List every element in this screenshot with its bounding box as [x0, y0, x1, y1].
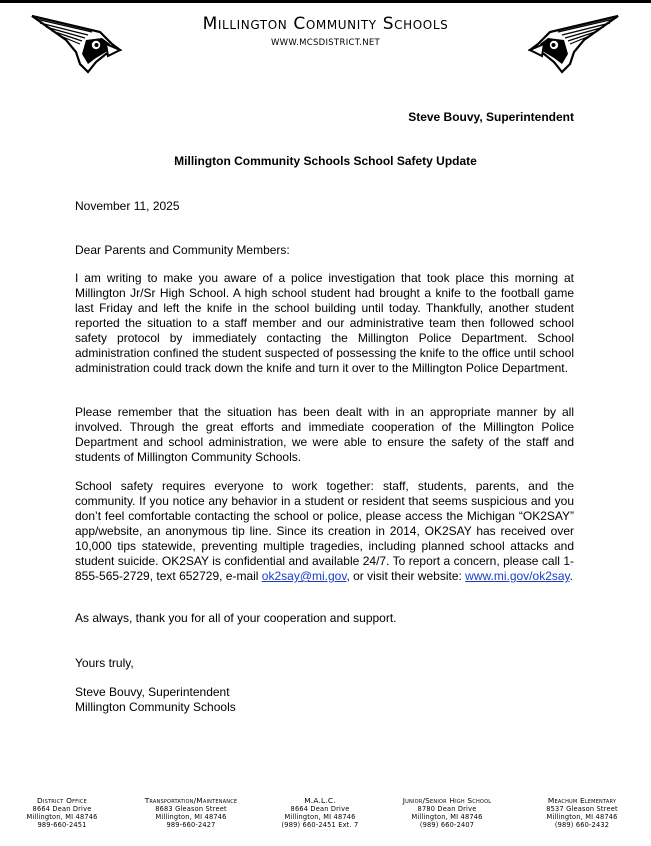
- superintendent-line: Steve Bouvy, Superintendent: [408, 110, 574, 124]
- footer-block-name: Meachum Elementary: [547, 796, 617, 805]
- footer-block-line: Millington, MI 48746: [155, 813, 227, 821]
- letterhead-name: Millington Community Schools: [202, 14, 449, 34]
- footer-block-phone: (989) 660-2407: [419, 821, 475, 829]
- paragraph-3-text-c: .: [569, 569, 573, 583]
- footer-block-name: Transportation/Maintenance: [144, 796, 238, 805]
- closing: Yours truly,: [75, 656, 134, 670]
- paragraph-3: [75, 479, 574, 584]
- paragraph-1: I am writing to make you aware of a police investigation that took place this morning at Millington Jr/Sr High School. A high school student had brought a knife to the football game last Friday and left the knife in the school building until today. Thankfully, another student reported the situation to a staff member and our administrative team then followed school safety protocol by immediately contacting the Millington Police Department. School administration confined the student suspected of possessing the knife to the office until school administration could track down the knife and turn it over to the Millington Police Department.: [75, 271, 574, 375]
- footer-block-phone: (989) 660-2432: [554, 821, 610, 829]
- footer-block-line: 8664 Dean Drive: [290, 805, 350, 813]
- letter-date: November 11, 2025: [75, 199, 180, 213]
- signature-org: Millington Community Schools: [75, 700, 236, 714]
- footer-block-line: 8664 Dean Drive: [32, 805, 92, 813]
- footer-block-line: Millington, MI 48746: [284, 813, 356, 821]
- email-link[interactable]: ok2say@mi.gov: [261, 569, 347, 583]
- footer-block-district-office: [12, 797, 112, 829]
- footer-block-phone: 989-660-2451: [37, 821, 87, 829]
- paragraph-3-text-b: , or visit their website:: [346, 569, 466, 583]
- footer-block-high-school: [380, 797, 514, 829]
- footer-block-transportation: [120, 797, 262, 829]
- footer-block-line: Millington, MI 48746: [546, 813, 618, 821]
- footer-block-line: Millington, MI 48746: [411, 813, 483, 821]
- footer-block-line: Millington, MI 48746: [26, 813, 98, 821]
- footer-block-line: 8537 Gleason Street: [546, 805, 618, 813]
- salutation: Dear Parents and Community Members:: [75, 243, 290, 257]
- paragraph-4: As always, thank you for all of your cooperation and support.: [75, 611, 397, 625]
- website-link[interactable]: www.mi.gov/ok2say: [465, 569, 570, 583]
- signature-name: Steve Bouvy, Superintendent: [75, 685, 230, 699]
- letterhead-website: WWW.MCSDISTRICT.NET: [270, 38, 381, 48]
- footer-block-name: Junior/Senior High School: [402, 796, 492, 805]
- footer-block-line: 8683 Gleason Street: [155, 805, 227, 813]
- footer-block-phone: (989) 660-2451 Ext. 7: [281, 821, 359, 829]
- footer-block-line: 8780 Dean Drive: [417, 805, 477, 813]
- footer-block-meachum: [520, 797, 644, 829]
- paragraph-3-text: School safety requires everyone to work together: staff, students, parents, and the community. If you notice any behavior in a student or resident that seems suspicious and you don’t feel comfortable contacting the school or police, please access the Michigan “OK2SAY” app/website, an anonymous tip line. Since its creation in 2014, OK2SAY has received over 10,000 tips statewide, preventing multiple tragedies, including planned school attacks and student suicide. OK2SAY is confidential and available 24/7. To report a concern, please call 1-855-565-2729, text 652729, e-mail: [75, 479, 574, 583]
- paragraph-2: Please remember that the situation has been dealt with in an appropriate manner by all involved. Through the great efforts and immediate cooperation of the Millington Police Department and school administration, we were able to ensure the safety of the staff and students of Millington Community Schools.: [75, 405, 574, 464]
- footer-block-phone: 989-660-2427: [166, 821, 216, 829]
- page-title: Millington Community Schools School Safety Update: [174, 154, 477, 168]
- top-rule: [0, 0, 651, 3]
- footer-block-name: District Office: [37, 796, 87, 805]
- footer-block-name: M.A.L.C.: [304, 796, 336, 805]
- footer-block-malc: [265, 797, 375, 829]
